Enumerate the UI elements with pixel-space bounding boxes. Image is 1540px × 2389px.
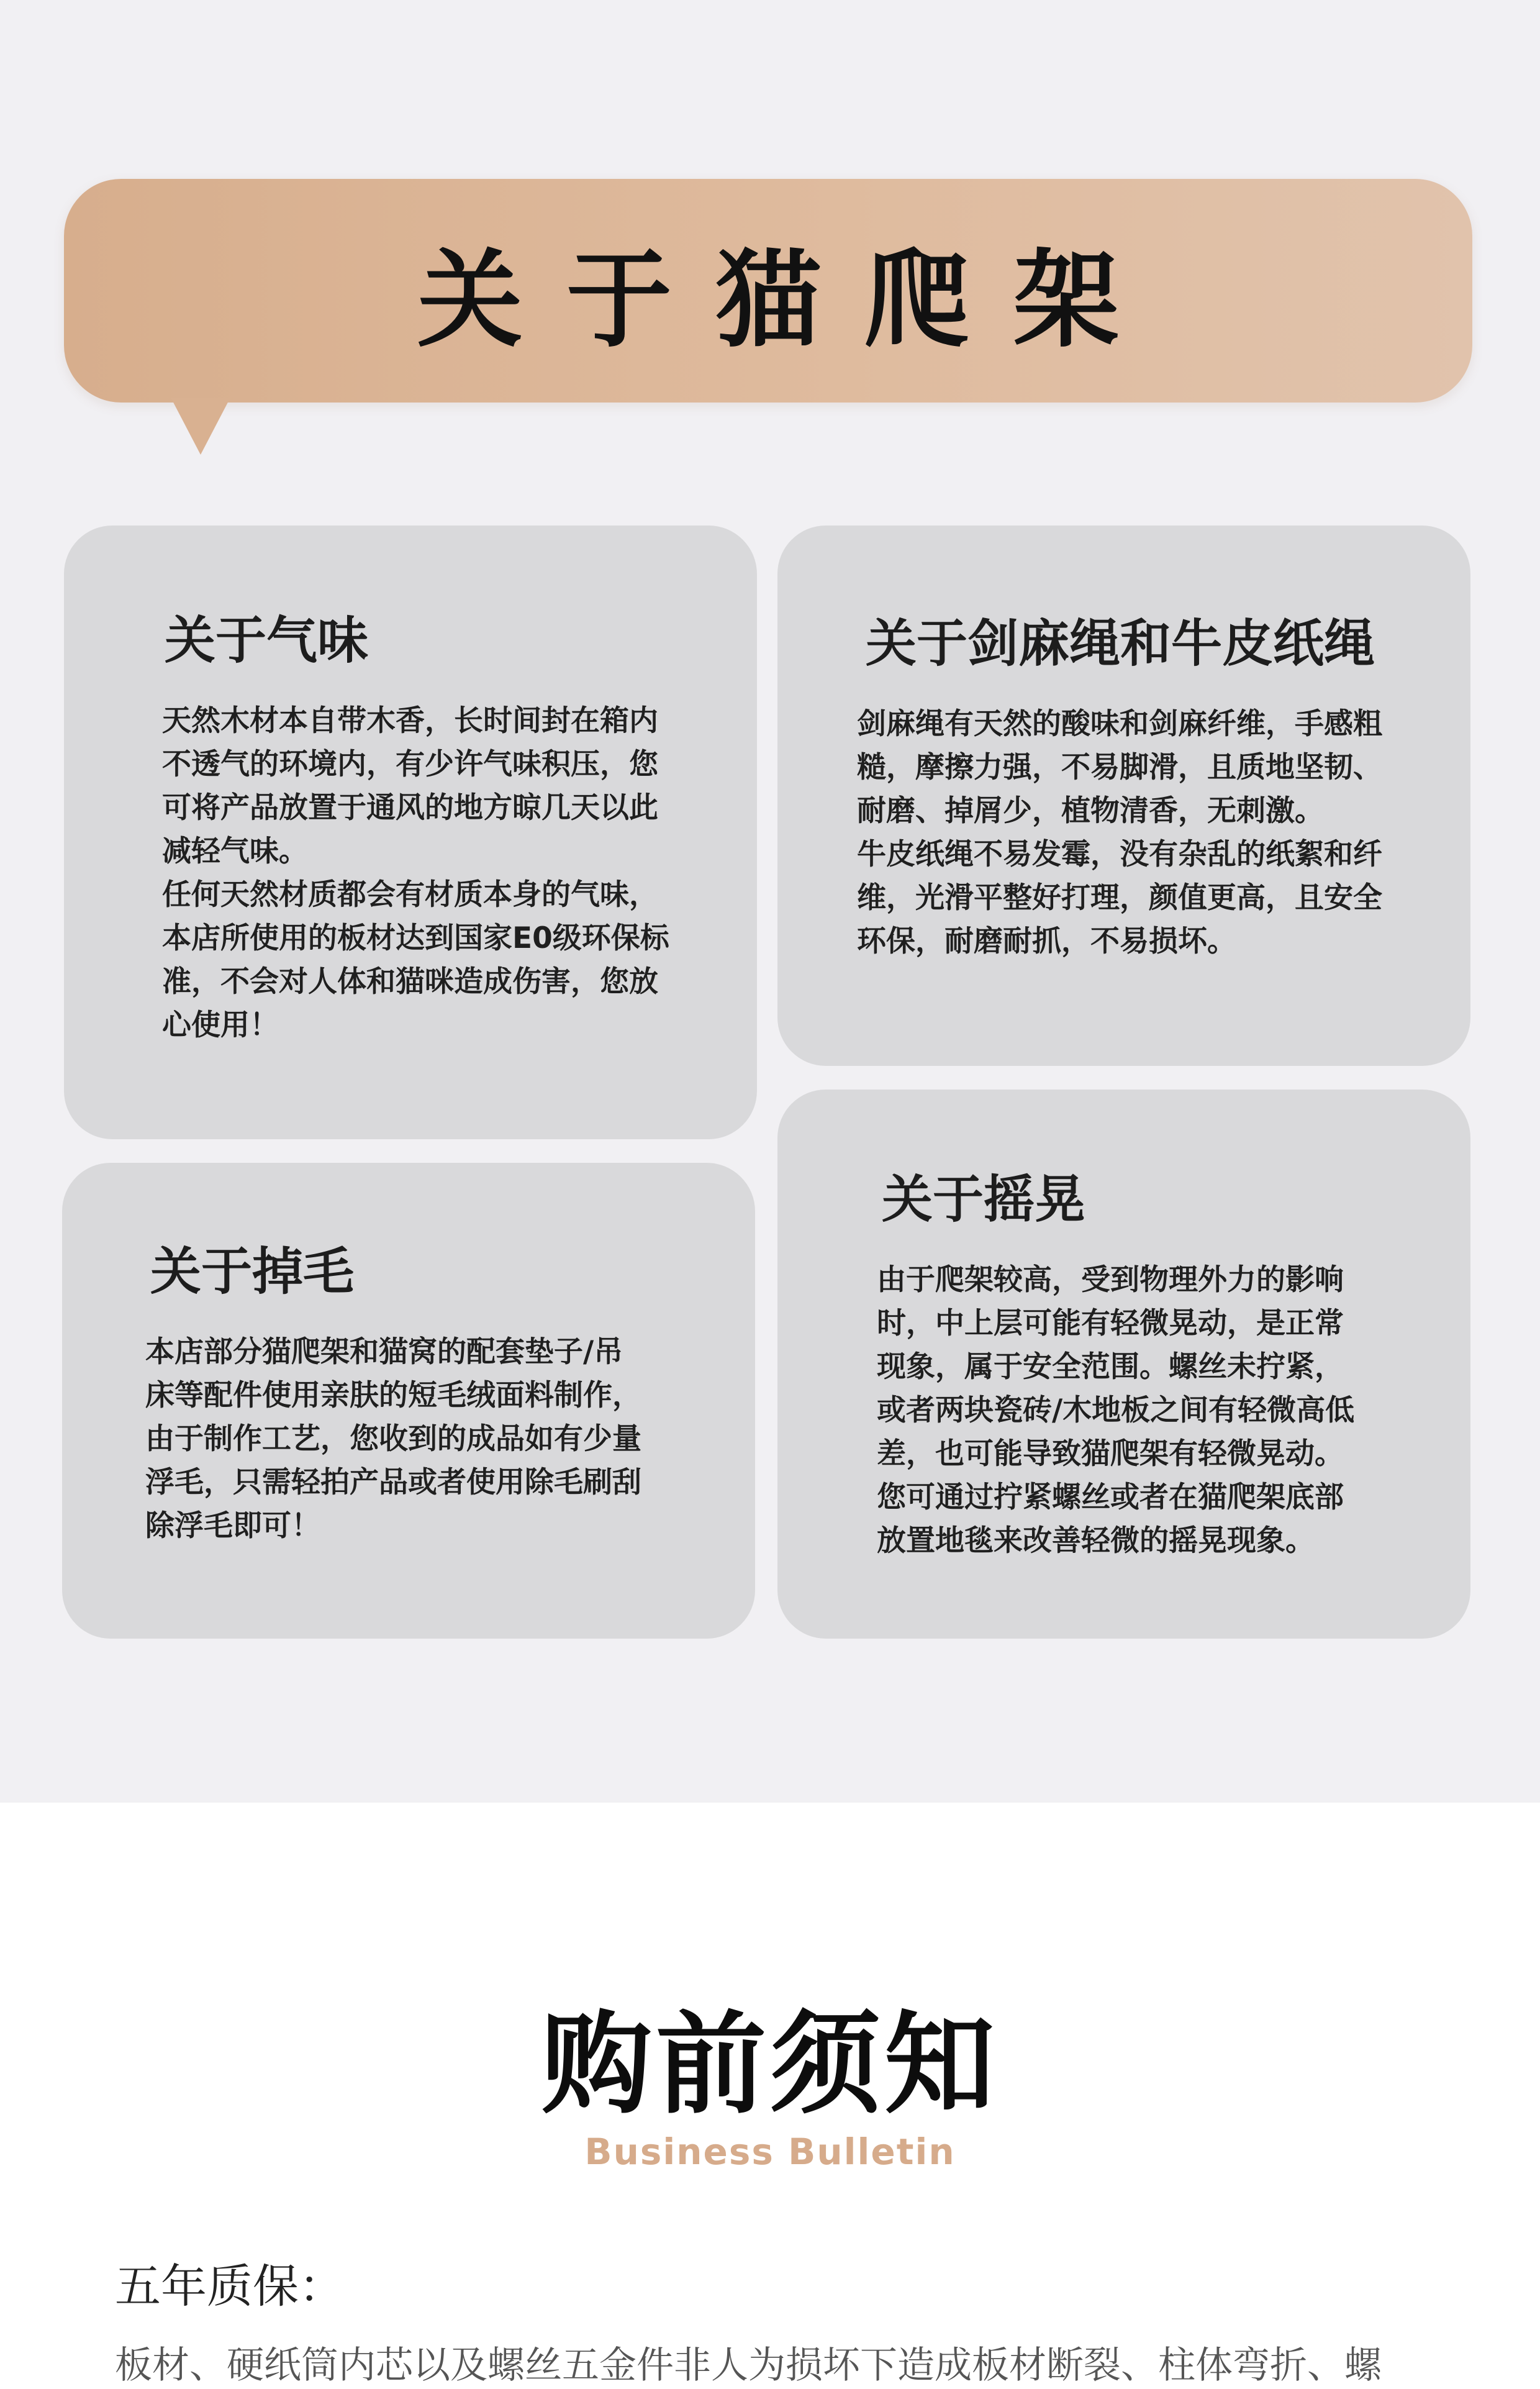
- card-heading: 关于摇晃: [882, 1170, 1086, 1229]
- card-text-line: 由于制作工艺，您收到的成品如有少量: [145, 1422, 641, 1456]
- card-text-line: 本店所使用的板材达到国家E0级环保标: [162, 921, 669, 955]
- card-text-line: 本店部分猫爬架和猫窝的配套垫子/吊: [145, 1335, 623, 1369]
- card-smell: [64, 526, 757, 1139]
- card-heading: 关于气味: [165, 611, 369, 670]
- card-text-line: 您可通过拧紧螺丝或者在猫爬架底部: [877, 1480, 1344, 1514]
- title-banner: [64, 179, 1472, 403]
- card-text-line: 环保，耐磨耐抓，不易损坏。: [857, 924, 1236, 958]
- card-wobble: [777, 1090, 1470, 1639]
- card-text-line: 准，不会对人体和猫咪造成伤害，您放: [162, 965, 658, 999]
- card-text-line: 天然木材本自带木香，长时间封在箱内: [162, 704, 658, 738]
- card-rope: [777, 526, 1470, 1066]
- card-text-line: 不透气的环境内，有少许气味积压，您: [162, 747, 658, 781]
- card-text-line: 时，中上层可能有轻微晃动，是正常: [877, 1306, 1344, 1340]
- card-body: [145, 1331, 641, 1548]
- card-body: [857, 703, 1382, 963]
- notice-subtitle: Business Bulletin: [584, 2131, 956, 2173]
- card-text-line: 耐磨、掉屑少，植物清香，无刺激。: [857, 794, 1324, 828]
- card-heading: 关于掉毛: [150, 1242, 355, 1301]
- card-heading: 关于剑麻绳和牛皮纸绳: [866, 614, 1375, 673]
- card-text-line: 放置地毯来改善轻微的摇晃现象。: [877, 1524, 1315, 1558]
- card-text-line: 任何天然材质都会有材质本身的气味，: [162, 878, 658, 912]
- card-text-line: 牛皮纸绳不易发霉，没有杂乱的纸絮和纤: [857, 837, 1382, 871]
- card-body: [162, 699, 669, 1047]
- card-text-line: 维，光滑平整好打理，颜值更高，且安全: [857, 881, 1382, 915]
- banner-pointer: [171, 398, 230, 455]
- card-body: [877, 1258, 1354, 1563]
- card-text-line: 糙，摩擦力强，不易脚滑，且质地坚韧、: [857, 750, 1382, 785]
- card-text-line: 现象，属于安全范围。螺丝未拧紧，: [877, 1350, 1344, 1384]
- card-text-line: 剑麻绳有天然的酸味和剑麻纤维，手感粗: [857, 707, 1382, 741]
- card-text-line: 心使用！: [162, 1008, 279, 1042]
- notice-title: 购前须知: [541, 2000, 999, 2129]
- banner-title: 关于猫爬架: [417, 239, 1162, 362]
- card-text-line: 或者两块瓷砖/木地板之间有轻微高低: [877, 1393, 1355, 1427]
- card-text-line: 床等配件使用亲肤的短毛绒面料制作，: [145, 1378, 641, 1413]
- card-text-line: 差，也可能导致猫爬架有轻微晃动。: [877, 1437, 1344, 1471]
- card-shedding: [62, 1163, 755, 1639]
- warranty-text: 板材、硬纸筒内芯以及螺丝五金件非人为损坏下造成板材断裂、柱体弯折、螺: [115, 2344, 1382, 2387]
- card-text-line: 可将产品放置于通风的地方晾几天以此: [162, 791, 658, 825]
- card-text-line: 由于爬架较高，受到物理外力的影响: [877, 1263, 1344, 1297]
- card-text-line: 减轻气味。: [162, 834, 308, 868]
- card-text-line: 除浮毛即可！: [145, 1509, 320, 1543]
- warranty-label: 五年质保：: [115, 2260, 345, 2313]
- card-text-line: 浮毛，只需轻拍产品或者使用除毛刷刮: [145, 1465, 641, 1499]
